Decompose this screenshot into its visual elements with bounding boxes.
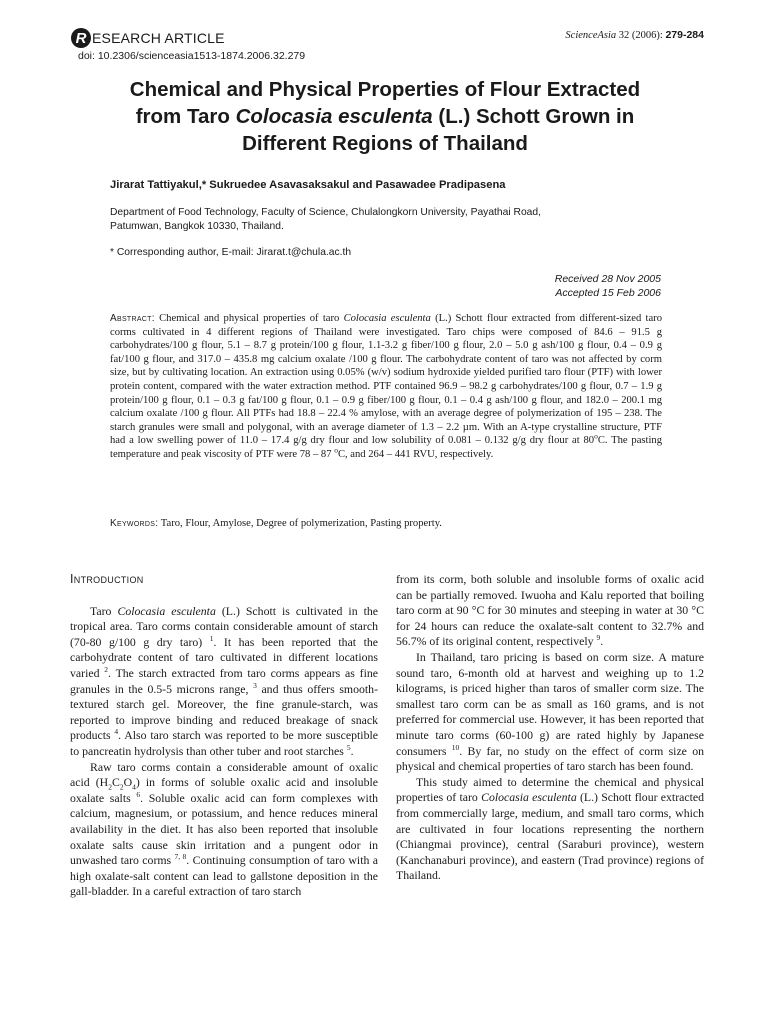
species-name: Colocasia esculenta xyxy=(235,105,433,128)
paragraph: from its corm, both soluble and insoluble forms of oxalic acid can be partially removed. Iwuoha and Kalu reported that boiling taro corm at 90 °C for 30 minutes and steeping in water at 30 °C for 24 hours can reduce the oxalate-salt content to 32.7% and 56.7% of its original content, respectively $^9$. xyxy=(396,572,704,649)
journal-name: ScienceAsia xyxy=(565,30,617,41)
journal-citation xyxy=(565,29,704,41)
keywords: Keywords: Taro, Flour, Amylose, Degree of polymerization, Pasting property. xyxy=(110,518,442,529)
accepted-date: Accepted 15 Feb 2006 xyxy=(555,287,661,299)
received-date: Received 28 Nov 2005 xyxy=(554,273,661,285)
paragraph: Raw taro corms contain a considerable amount of oxalic acid $(H_2C_2O_4)$ in forms of soluble oxalic acid and insoluble oxalate salts $^6$. Soluble oxalic acid can form complexes with calcium, magnesium, or potassium, and hence reduces mineral availability in the diet. It has also been reported that insoluble oxalate salts cause skin irritation and a pungent odor in unwashed taro corms $^{7, 8}$. Continuing consumption of taro with a high oxalate-salt content can lead to gallstone deposition in the gall-bladder. In a careful extraction of taro starch xyxy=(70,759,379,899)
title-line-2: from Taro Colocasia esculenta (L.) Schott Grown in xyxy=(135,105,635,128)
paragraph: In Thailand, taro pricing is based on corm size. A mature sound taro, 6-month old at harvest and weighing up to 1.2 kilograms, is priced higher than taros of smaller corm size. The smallest taro corm can be as small as 160 grams, and is not preferred for commercial use. However, it has been reported that minute taro corms (60-100 g) are rated highly by Japanese consumers $^{10}$. By far, no study on the effect of corm size on physical and chemical properties of taro starch has been found. xyxy=(396,649,704,774)
journal-pages: 279-284 xyxy=(665,29,704,41)
submission-dates xyxy=(555,272,661,300)
journal-volume: 32 xyxy=(618,30,630,41)
body-column-right xyxy=(396,572,704,884)
abstract: Abstract: Chemical and physical properties of taro Colocasia esculenta (L.) Schott flour extracted from different-sized taro corms cultivated in 4 different regions of Thailand were investigated. Taro chips were composed of 84.6 – 91.5 g carbohydrates/100 g flour, 5.1 – 8.7 g protein/100 g flour, 1.1-3.2 g fiber/100 g flour, 2.0 – 5.0 g ash/100 g flour, 0.4 – 0.9 g fat/100 g flour, and 317.0 – 435.8 mg calcium oxalate /100 g flour. The carbohydrate content of taro was not affected by corm size, but by cultivating location. An extraction using 0.05% (w/v) sodium hydroxide yielded purified taro flour (PTF) with lower protein content, compared with the water extraction method. PTF contained 96.9 – 98.2 g carbohydrates/100 g flour, 0.7 – 1.9 g protein/100 g flour, 0.1 – 0.3 g fat/100 g flour, 0.1 – 0.9 g fiber/100 g flour, 0.1 – 0.4 g ash/100 g flour, and 182.0 – 200.1 mg calcium oxalate /100 g flour. All PTFs had 18.8 – 22.4 % amylose, with an average degree of polymerization of 195 – 238. The starch granules were small and polygonal, with an average diameter of 1.3 – 2.2 µm. With an A-type crystalline structure, PTF had a low swelling power of 11.0 – 17.4 g/g dry flour and low solubility of 0.081 – 0.132 g/g dry flour at 80$^o$C. The pasting temperature and peak viscosity of PTF were 78 – 87 $^o$C, and 264 – 441 RVU, respectively. xyxy=(110,313,662,460)
corresponding-author: * Corresponding author, E-mail: Jirarat.t@chula.ac.th xyxy=(110,247,352,258)
title-line-1: Chemical and Physical Properties of Flour Extracted xyxy=(129,78,641,101)
keywords-label: Keywords: xyxy=(110,518,159,529)
paper-title xyxy=(70,76,700,157)
title-line-3: Different Regions of Thailand xyxy=(242,132,528,155)
logo-initial: R xyxy=(71,28,91,48)
abstract-label: Abstract: xyxy=(110,313,155,324)
section-heading-introduction: Introduction xyxy=(70,572,144,586)
paragraph: This study aimed to determine the chemical and physical properties of taro Colocasia esculenta (L.) Schott flour extracted from commercially large, medium, and small taro corms, which are cultivated in four locations representing the northern (Chiangmai province), central (Saraburi province), western (Kanchanaburi province), and eastern (Trad province) regions of Thailand. xyxy=(396,774,705,883)
paragraph: Taro Colocasia esculenta (L.) Schott is cultivated in the tropical area. Taro corms contain considerable amount of starch (70-80 g/100 g dry taro) $^1$. It has been reported that the carbohydrate content of taro cultivated in different locations varied $^2$. The starch extracted from taro corms appears as fine granules in the 0.5-5 microns range, $^3$ and thus offers smooth-textured starch gel. Moreover, the fine granule-starch, was reported to improve binding and reduced breakage of snack products $^4$. Also taro starch was reported to be more susceptible to pancreatin hydrolysis than other tuber and root starches $^5$. xyxy=(70,603,379,758)
body-column-left xyxy=(70,572,378,900)
affiliation: Department of Food Technology, Faculty of Science, Chulalongkorn University, Payathai Road, Patumwan, Bangkok 10330, Thailand. xyxy=(110,207,541,232)
journal-year: (2006): xyxy=(631,30,663,41)
article-type: ESEARCH ARTICLE xyxy=(92,30,225,46)
author-list: Jirarat Tattiyakul,* Sukruedee Asavasaksakul and Pasawadee Pradipasena xyxy=(110,179,506,191)
journal-logo xyxy=(71,28,225,48)
doi[interactable]: doi: 10.2306/scienceasia1513-1874.2006.32.279 xyxy=(78,50,306,62)
